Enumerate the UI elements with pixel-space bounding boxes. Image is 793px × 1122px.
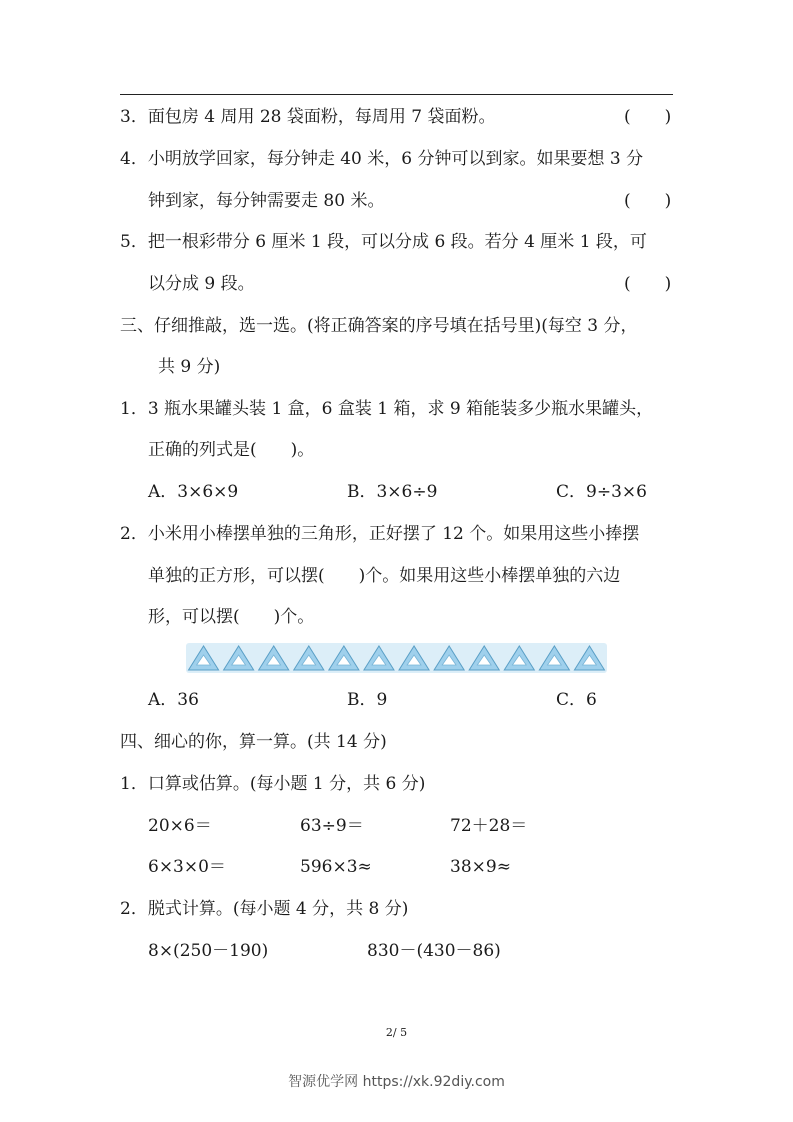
q5-line-2: 以分成 9 段。 xyxy=(148,274,255,294)
calc-r1-c3: 72＋28＝ xyxy=(450,816,528,836)
calc-r2-c2: 596×3≈ xyxy=(300,857,372,877)
q3-line-1: 3．面包房 4 周用 28 袋面粉，每周用 7 袋面粉。 xyxy=(120,107,496,127)
footer-watermark: 智源优学网 https://xk.92diy.com xyxy=(288,1074,505,1090)
q3-answer-paren: ( ) xyxy=(624,107,672,127)
header-rule xyxy=(120,94,673,95)
s3-q1-option-c: C．9÷3×6 xyxy=(556,482,647,502)
s3-q1-line-1: 1．3 瓶水果罐头装 1 盒，6 盒装 1 箱，求 9 箱能装多少瓶水果罐头， xyxy=(120,399,654,419)
expr-2: 830－(430－86) xyxy=(367,941,501,961)
s3-q2-line-2: 单独的正方形，可以摆( )个。如果用这些小棒摆单独的六边 xyxy=(148,566,621,586)
s3-q2-option-c: C．6 xyxy=(556,690,597,710)
s3-q1-option-a: A．3×6×9 xyxy=(148,482,239,502)
s3-q2-option-a: A．36 xyxy=(148,690,199,710)
s3-q2-line-3: 形，可以摆( )个。 xyxy=(148,607,315,627)
q4-line-1: 4．小明放学回家，每分钟走 40 米，6 分钟可以到家。如果要想 3 分 xyxy=(120,149,644,169)
s3-q2-option-b: B．9 xyxy=(347,690,388,710)
page-number: 2/ 5 xyxy=(385,1026,408,1039)
expr-1: 8×(250－190) xyxy=(148,941,269,961)
q4-line-2: 钟到家，每分钟需要走 80 米。 xyxy=(148,191,385,211)
triangles-illustration xyxy=(186,643,607,673)
s3-q2-line-1: 2．小米用小棒摆单独的三角形，正好摆了 12 个。如果用这些小捧摆 xyxy=(120,524,640,544)
section4-heading: 四、细心的你，算一算。(共 14 分) xyxy=(120,732,387,752)
calc-r2-c3: 38×9≈ xyxy=(450,857,511,877)
section3-heading-line-2: 共 9 分) xyxy=(158,357,221,377)
calc-r1-c2: 63÷9＝ xyxy=(300,816,364,836)
q5-answer-paren: ( ) xyxy=(624,274,672,294)
q4-answer-paren: ( ) xyxy=(624,191,672,211)
s4-q1-title: 1．口算或估算。(每小题 1 分，共 6 分) xyxy=(120,774,426,794)
calc-r1-c1: 20×6＝ xyxy=(148,816,212,836)
q5-line-1: 5．把一根彩带分 6 厘米 1 段，可以分成 6 段。若分 4 厘米 1 段，可 xyxy=(120,232,647,252)
calc-r2-c1: 6×3×0＝ xyxy=(148,857,226,877)
s3-q1-option-b: B．3×6÷9 xyxy=(347,482,438,502)
triangles-svg xyxy=(186,643,607,673)
section3-heading-line-1: 三、仔细推敲，选一选。(将正确答案的序号填在括号里)(每空 3 分， xyxy=(120,316,638,336)
s3-q1-line-2: 正确的列式是( )。 xyxy=(148,440,315,460)
s4-q2-title: 2．脱式计算。(每小题 4 分，共 8 分) xyxy=(120,899,409,919)
